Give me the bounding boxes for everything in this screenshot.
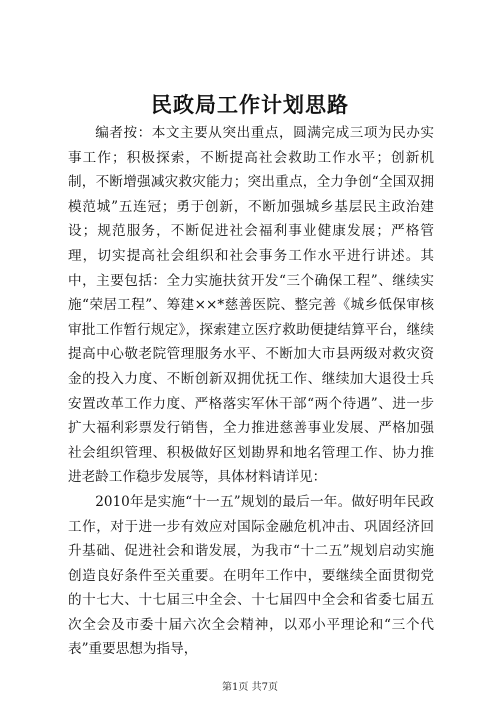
body-paragraph: 2010年是实施“十一五”规划的最后一年。做好明年民政工作，对于进一步有效应对国际金融危机冲击、巩固经济回升基础、促进社会和谐发展，为我市“十二五”规划启动实施创造良好条件至关重要。在明年工作中，要继续全面贯彻党的十七大、十七届三中全会、十七届四中全会和省委七届五次全会及市委十届六次全会精神，以邓小平理论和“三个代表”重要思想为指导， — [68, 493, 434, 658]
document-body — [68, 121, 434, 662]
editor-note-paragraph: 编者按：本文主要从突出重点，圆满完成三项为民办实事工作；积极探索，不断提高社会救助工作水平；创新机制，不断增强减灾救灾能力；突出重点，全力争创“全国双拥模范城”五连冠；勇于创新，不断加强城乡基层民主政治建设；规范服务，不断促进社会福利事业健康发展；严格管理，切实提高社会组织和社会事务工作水平进行讲述。其中，主要包括：全力实施扶贫开发“三个确保工程”、继续实施“荣居工程”、筹建××*慈善医院、整完善《城乡低保审核审批工作暂行规定》，探索建立医疗救助便捷结算平台，继续提高中心敬老院管理服务水平、不断加大市县两级对救灾资金的投入力度、不断创新双拥优抚工作、继续加大退役士兵安置改革工作力度、严格落实军休干部“两个待遇”、进一步扩大福利彩票发行销售，全力推进慈善事业发展、严格加强社会组织管理、积极做好区划勘界和地名管理工作、协力推进老龄工作稳步发展等，具体材料请详见： — [68, 125, 434, 486]
page-footer: 第1页 共7页 — [222, 682, 278, 693]
document-title: 民政局工作计划思路 — [151, 92, 349, 117]
